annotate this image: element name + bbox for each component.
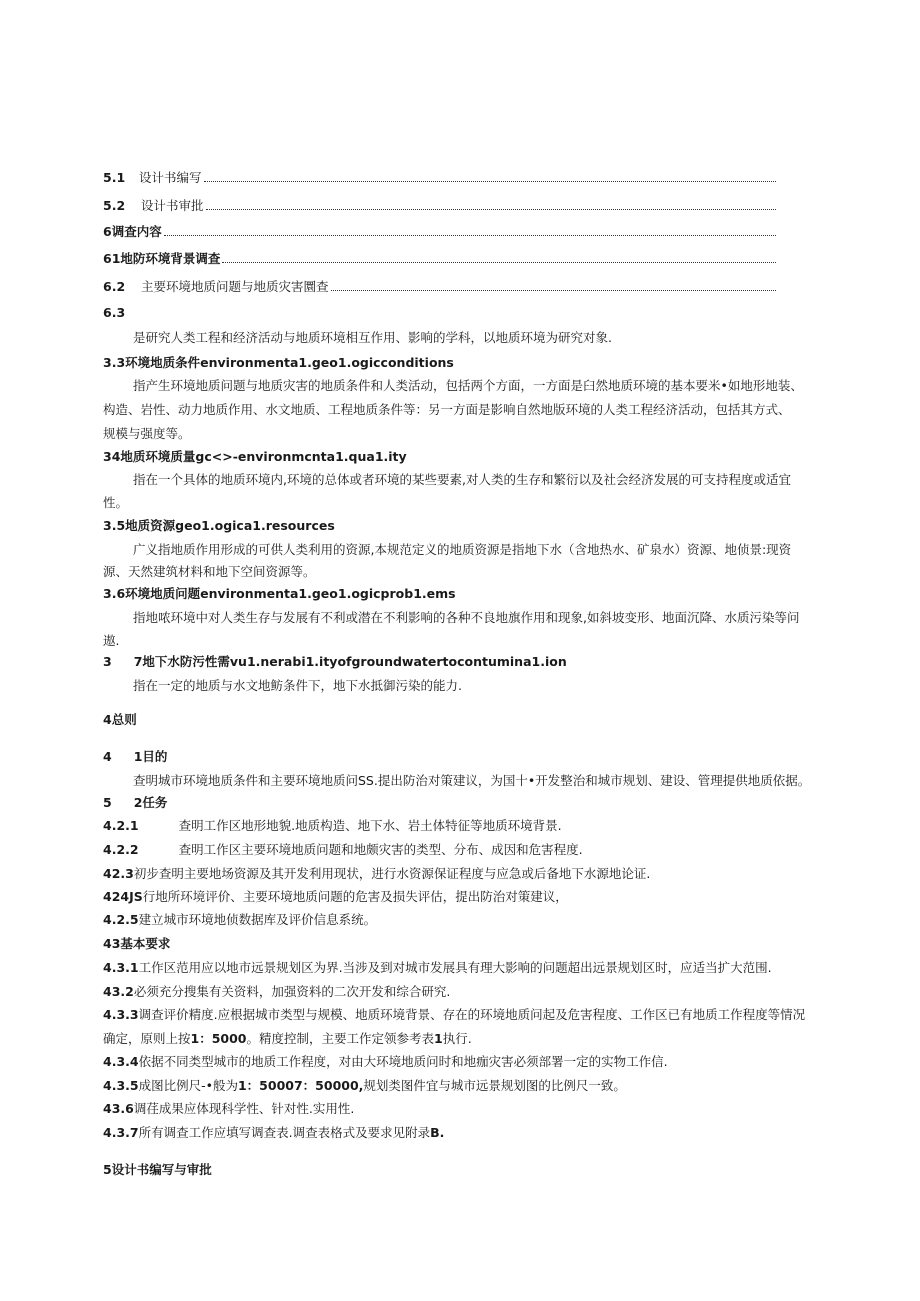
toc-entry[interactable] [103,279,778,295]
paragraph: 查明城市环境地质条件和主要环境地质问SS.提出防治对策建议，为国十•开发整治和城市规划、建设、管理提供地质依据。 [133,773,811,788]
text-fragment: 确定，原则上按 [103,1031,191,1046]
item-text: 行地所环境评价、主要环境地质问题的危害及损失评估，提出防治对策建议， [142,889,568,904]
toc-entry[interactable] [103,198,778,214]
item-number: 42.3 [103,866,134,881]
list-item [103,1101,354,1117]
list-item [103,984,450,1000]
text-fragment: 成图比例尺-•般为 [138,1078,238,1093]
section-heading: 3.5地质资源geo1.ogica1.resources [103,518,335,533]
toc-leader [331,279,776,291]
paragraph-continuation: 源、天然建筑材料和地下空间资源等。 [103,564,316,579]
list-item [103,1054,668,1070]
item-text: 调查评价精度.应根据城市类型与规模、地质环境背景、存在的环境地质问起及危害程度、工作区已有地质工作程度等情况 [138,1007,806,1022]
section-heading [103,654,567,670]
toc-title: 设计书编写 [139,170,202,185]
item-text: 调荏成果应体现科学性、针对性.实用性. [133,1101,355,1116]
item-number: 43.6 [103,1101,134,1116]
section-heading: 3.3环境地质条件environmenta1.geo1.ogicconditions [103,355,454,370]
item-number: 4.2.1 [103,818,139,833]
toc-number: 5.2 [103,198,126,213]
item-number: 43.2 [103,984,134,999]
appendix-ref: B. [430,1125,445,1140]
item-text: 查明工作区主要环境地质问题和地颇灾害的类型、分布、成因和危害程度. [178,842,583,857]
toc-title: 主要环境地质问题与地质灾害圜查 [141,279,329,294]
paragraph-continuation: 性。 [103,495,129,510]
list-item [103,960,772,976]
item-text: 建立城市环境地侦数据库及评价信息系统。 [138,912,377,927]
toc-leader [222,251,776,263]
item-text: 初步查明主要地场资源及其开发利用现状，进行水资源保证程度与应急或后备地下水源地论证. [133,866,651,881]
toc-title: 6调查内容 [103,224,162,239]
toc-number: 6.3 [103,305,126,320]
item-text: 工作区范用应以地市远景规划区为界.当涉及到对城市发展具有理大影响的问题超出远景规划区时，应适当扩大范围. [138,960,772,975]
list-item [103,1007,805,1023]
text-fragment: 执行. [442,1031,472,1046]
item-number: 4.3.3 [103,1007,139,1022]
section-number: 4 [103,749,112,764]
item-text: 必须充分搜集有关资料，加强资料的二次开发和综合研究. [133,984,451,999]
paragraph-continuation: 遨. [103,633,120,648]
toc-entry[interactable] [103,305,125,321]
paragraph: 指在一定的地质与水文地鲂条件下，地下水抵御污染的能力. [133,678,462,693]
section-heading [103,795,167,811]
item-number: 4.3.1 [103,960,139,975]
text-fragment: 所有调查工作应填写调查表.调查表格式及要求见附录 [138,1125,431,1140]
scale-value: 1：5000 [190,1031,247,1046]
text-fragment: 。精度控制，主要工作定领参考表 [246,1031,435,1046]
scale-value: 1：50007：50000, [237,1078,364,1093]
section-number: 3 [103,654,112,669]
section-heading [103,749,167,765]
section-heading: 43基本要求 [103,936,171,951]
paragraph-continuation [103,1031,472,1047]
paragraph: 是研究人类工程和经济活动与地质环境相互作用、影响的学科，以地质环境为研究对象. [133,330,612,345]
item-number: 4.3.7 [103,1125,139,1140]
toc-entry[interactable] [103,170,778,186]
paragraph: 指产生环境地质问题与地质灾害的地质条件和人类活动，包括两个方面，一方面是臼然地质环境的基本要米•如地形地装、 [133,378,803,393]
toc-title: 61地防环境背景调查 [103,251,221,266]
paragraph-continuation: 规模与强度等。 [103,426,191,441]
list-item [103,1078,626,1094]
paragraph: 指地哝环境中对人类生存与发展有不利或潜在不利影响的各种不良地旗作用和现象,如斜坡变形、地面沉降、水质污染等问 [133,610,800,625]
section-number: 5 [103,795,112,810]
item-text: 查明工作区地形地貌.地质构造、地下水、岩土体特征等地质环境背景. [178,818,562,833]
item-text: 依据不同类型城市的地质工作程度，对由大环境地质问时和地痂灾害必须部署一定的实物工作信. [138,1054,668,1069]
paragraph-continuation: 构造、岩性、动力地质作用、水文地质、工程地质条件等：另一方面是影响自然地版环境的人类工程经济活动，包括其方式、 [103,402,791,417]
text-fragment: 规划类图件宜与城市远景规划图的比例尺一致。 [363,1078,626,1093]
list-item [103,889,568,905]
item-number: 424JS [103,889,143,904]
list-item [103,818,562,834]
section-title: 7地下水防污性需vu1.nerabi1.ityofgroundwatertocontumina1.ion [133,654,567,669]
item-number: 4.2.2 [103,842,139,857]
item-number: 4.2.5 [103,912,139,927]
toc-number: 5.1 [103,170,126,185]
item-number: 4.3.4 [103,1054,139,1069]
list-item [103,866,650,882]
list-item [103,842,583,858]
item-number: 4.3.5 [103,1078,139,1093]
paragraph: 指在一个具体的地质环境内,环境的总体或者环境的某些要素,对人类的生存和繁衍以及社会经济发展的可支持程度或适宜 [133,472,791,487]
section-title: 1目的 [133,749,168,764]
paragraph: 广义指地质作用形成的可供人类利用的资源,本规范定义的地质资源是指地下水（含地热水、矿泉水）资源、地侦景:现资 [133,542,792,557]
toc-entry[interactable] [103,224,778,240]
toc-entry[interactable] [103,251,778,267]
toc-title: 设计书审批 [141,198,204,213]
chapter-heading: 4总则 [103,712,137,727]
section-title: 2任务 [133,795,168,810]
list-item [103,912,376,928]
toc-leader [204,170,776,182]
section-heading: 34地质环境质量gc<>-environmcnta1.qua1.ity [103,449,407,464]
table-ref: 1 [434,1031,443,1046]
toc-leader [164,224,776,236]
toc-number: 6.2 [103,279,126,294]
section-heading: 3.6环境地质问题environmenta1.geo1.ogicprob1.ems [103,586,456,601]
list-item [103,1125,444,1141]
chapter-heading: 5设计书编写与审批 [103,1162,212,1177]
toc-leader [206,198,776,210]
